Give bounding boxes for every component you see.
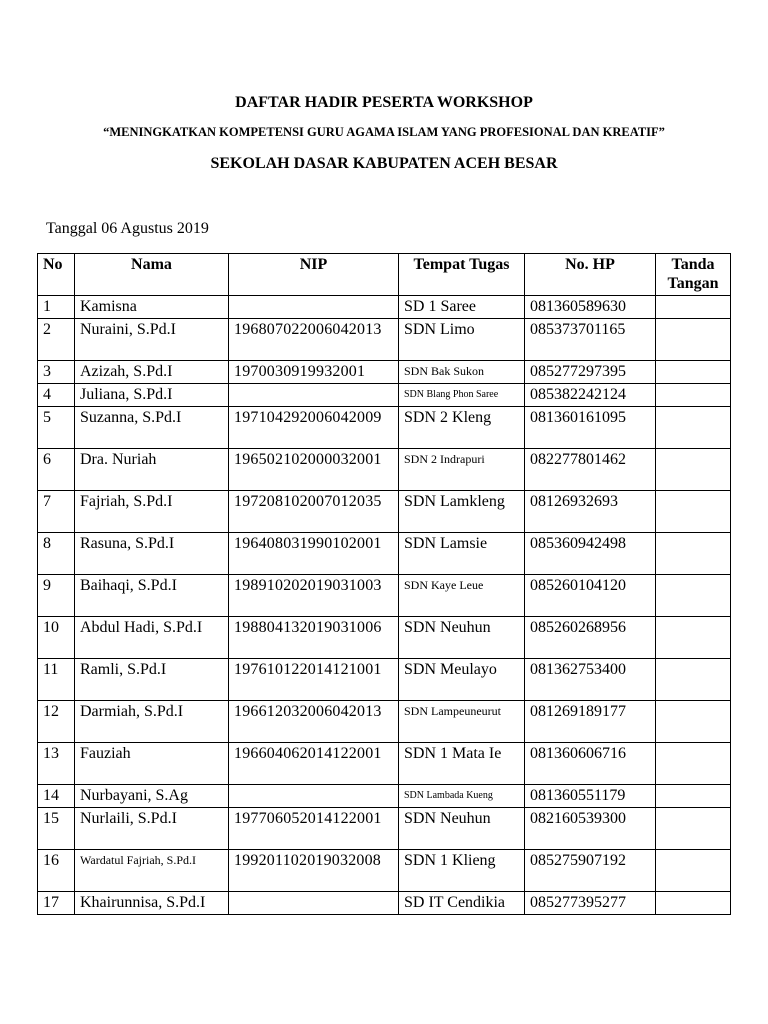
cell-tempat-tugas: SDN 2 Indrapuri	[399, 449, 525, 491]
cell-tempat-tugas: SDN Bak Sukon	[399, 361, 525, 384]
cell-tempat-tugas: SDN Limo	[399, 319, 525, 361]
cell-nip: 196807022006042013	[229, 319, 399, 361]
table-row	[38, 617, 731, 659]
cell-no-hp: 085277395277	[525, 892, 656, 915]
cell-nama: Fajriah, S.Pd.I	[75, 491, 229, 533]
cell-no: 3	[38, 361, 75, 384]
cell-tempat-tugas: SDN 1 Klieng	[399, 850, 525, 892]
cell-no: 15	[38, 808, 75, 850]
cell-tanda-tangan[interactable]	[656, 575, 731, 617]
cell-nama: Azizah, S.Pd.I	[75, 361, 229, 384]
table-row	[38, 701, 731, 743]
cell-no-hp: 085360942498	[525, 533, 656, 575]
cell-tanda-tangan[interactable]	[656, 449, 731, 491]
cell-tempat-tugas: SDN Blang Phon Saree	[399, 384, 525, 407]
cell-nama: Juliana, S.Pd.I	[75, 384, 229, 407]
table-row	[38, 491, 731, 533]
cell-nip: 198804132019031006	[229, 617, 399, 659]
cell-no-hp: 081360551179	[525, 785, 656, 808]
header-tanda-tangan: Tanda Tangan	[656, 254, 731, 296]
cell-tanda-tangan[interactable]	[656, 850, 731, 892]
cell-no-hp: 081360589630	[525, 296, 656, 319]
cell-nama: Nurbayani, S.Ag	[75, 785, 229, 808]
cell-nama: Dra. Nuriah	[75, 449, 229, 491]
table-row	[38, 892, 731, 915]
cell-no: 9	[38, 575, 75, 617]
cell-tanda-tangan[interactable]	[656, 701, 731, 743]
cell-no-hp: 085260268956	[525, 617, 656, 659]
cell-tanda-tangan[interactable]	[656, 319, 731, 361]
cell-no-hp: 082160539300	[525, 808, 656, 850]
cell-no: 2	[38, 319, 75, 361]
table-header-row	[38, 254, 731, 296]
cell-nip: 197706052014122001	[229, 808, 399, 850]
cell-no-hp: 08126932693	[525, 491, 656, 533]
cell-no: 6	[38, 449, 75, 491]
cell-tanda-tangan[interactable]	[656, 491, 731, 533]
cell-no-hp: 082277801462	[525, 449, 656, 491]
cell-no: 10	[38, 617, 75, 659]
cell-tanda-tangan[interactable]	[656, 892, 731, 915]
cell-no: 5	[38, 407, 75, 449]
cell-nama: Fauziah	[75, 743, 229, 785]
cell-nip: 197610122014121001	[229, 659, 399, 701]
cell-nama: Nurlaili, S.Pd.I	[75, 808, 229, 850]
header-nip: NIP	[229, 254, 399, 296]
cell-tanda-tangan[interactable]	[656, 533, 731, 575]
table-row	[38, 533, 731, 575]
cell-nip: 196502102000032001	[229, 449, 399, 491]
cell-nama: Baihaqi, S.Pd.I	[75, 575, 229, 617]
header-nama: Nama	[75, 254, 229, 296]
cell-no-hp: 085277297395	[525, 361, 656, 384]
cell-nama: Rasuna, S.Pd.I	[75, 533, 229, 575]
document-subtitle: “MENINGKATKAN KOMPETENSI GURU AGAMA ISLAM YANG PROFESIONAL DAN KREATIF”	[103, 125, 665, 139]
cell-tempat-tugas: SDN Neuhun	[399, 617, 525, 659]
table-row	[38, 808, 731, 850]
cell-nama: Darmiah, S.Pd.I	[75, 701, 229, 743]
cell-nip: 199201102019032008	[229, 850, 399, 892]
table-row	[38, 384, 731, 407]
cell-tanda-tangan[interactable]	[656, 407, 731, 449]
cell-tempat-tugas: SDN Lamsie	[399, 533, 525, 575]
cell-nip: 196612032006042013	[229, 701, 399, 743]
header-no: No	[38, 254, 75, 296]
cell-nama: Abdul Hadi, S.Pd.I	[75, 617, 229, 659]
cell-no-hp: 085260104120	[525, 575, 656, 617]
header-no-hp: No. HP	[525, 254, 656, 296]
table-body	[38, 296, 731, 915]
table-row	[38, 319, 731, 361]
header-tempat-tugas: Tempat Tugas	[399, 254, 525, 296]
table-row	[38, 785, 731, 808]
cell-nama: Wardatul Fajriah, S.Pd.I	[75, 850, 229, 892]
table-row	[38, 296, 731, 319]
cell-tempat-tugas: SDN 2 Kleng	[399, 407, 525, 449]
cell-nip: 196408031990102001	[229, 533, 399, 575]
cell-nama: Khairunnisa, S.Pd.I	[75, 892, 229, 915]
cell-tanda-tangan[interactable]	[656, 384, 731, 407]
cell-no-hp: 081269189177	[525, 701, 656, 743]
cell-no: 4	[38, 384, 75, 407]
cell-tanda-tangan[interactable]	[656, 617, 731, 659]
cell-tanda-tangan[interactable]	[656, 361, 731, 384]
cell-no-hp: 081362753400	[525, 659, 656, 701]
cell-nip: 197104292006042009	[229, 407, 399, 449]
cell-nip: 1970030919932001	[229, 361, 399, 384]
cell-tempat-tugas: SD IT Cendikia	[399, 892, 525, 915]
cell-no: 12	[38, 701, 75, 743]
cell-tempat-tugas: SDN Lamkleng	[399, 491, 525, 533]
table-row	[38, 743, 731, 785]
table-row	[38, 850, 731, 892]
cell-tempat-tugas: SD 1 Saree	[399, 296, 525, 319]
cell-tanda-tangan[interactable]	[656, 808, 731, 850]
table-row	[38, 361, 731, 384]
school-title: SEKOLAH DASAR KABUPATEN ACEH BESAR	[210, 155, 558, 172]
cell-no: 13	[38, 743, 75, 785]
cell-tempat-tugas: SDN Kaye Leue	[399, 575, 525, 617]
cell-tempat-tugas: SDN Neuhun	[399, 808, 525, 850]
cell-tanda-tangan[interactable]	[656, 296, 731, 319]
cell-tempat-tugas: SDN Lambada Kueng	[399, 785, 525, 808]
cell-nip: 197208102007012035	[229, 491, 399, 533]
cell-tempat-tugas: SDN Lampeuneurut	[399, 701, 525, 743]
cell-nip	[229, 892, 399, 915]
cell-nama: Suzanna, S.Pd.I	[75, 407, 229, 449]
cell-no-hp: 081360161095	[525, 407, 656, 449]
document-title: DAFTAR HADIR PESERTA WORKSHOP	[235, 94, 533, 111]
cell-no-hp: 081360606716	[525, 743, 656, 785]
table-row	[38, 407, 731, 449]
table-row	[38, 659, 731, 701]
cell-no-hp: 085382242124	[525, 384, 656, 407]
cell-no: 14	[38, 785, 75, 808]
cell-no: 8	[38, 533, 75, 575]
cell-no: 1	[38, 296, 75, 319]
cell-nip: 196604062014122001	[229, 743, 399, 785]
table-row	[38, 575, 731, 617]
cell-nip	[229, 296, 399, 319]
cell-nip	[229, 785, 399, 808]
cell-tempat-tugas: SDN Meulayo	[399, 659, 525, 701]
cell-nip	[229, 384, 399, 407]
cell-tanda-tangan[interactable]	[656, 659, 731, 701]
cell-tanda-tangan[interactable]	[656, 785, 731, 808]
cell-nama: Ramli, S.Pd.I	[75, 659, 229, 701]
cell-no: 17	[38, 892, 75, 915]
cell-no-hp: 085275907192	[525, 850, 656, 892]
cell-tempat-tugas: SDN 1 Mata Ie	[399, 743, 525, 785]
cell-nama: Nuraini, S.Pd.I	[75, 319, 229, 361]
cell-tanda-tangan[interactable]	[656, 743, 731, 785]
table-row	[38, 449, 731, 491]
cell-no: 16	[38, 850, 75, 892]
cell-no: 11	[38, 659, 75, 701]
cell-nip: 198910202019031003	[229, 575, 399, 617]
attendance-table	[37, 253, 731, 915]
cell-no-hp: 085373701165	[525, 319, 656, 361]
date-label: Tanggal 06 Agustus 2019	[46, 220, 209, 237]
cell-no: 7	[38, 491, 75, 533]
cell-nama: Kamisna	[75, 296, 229, 319]
